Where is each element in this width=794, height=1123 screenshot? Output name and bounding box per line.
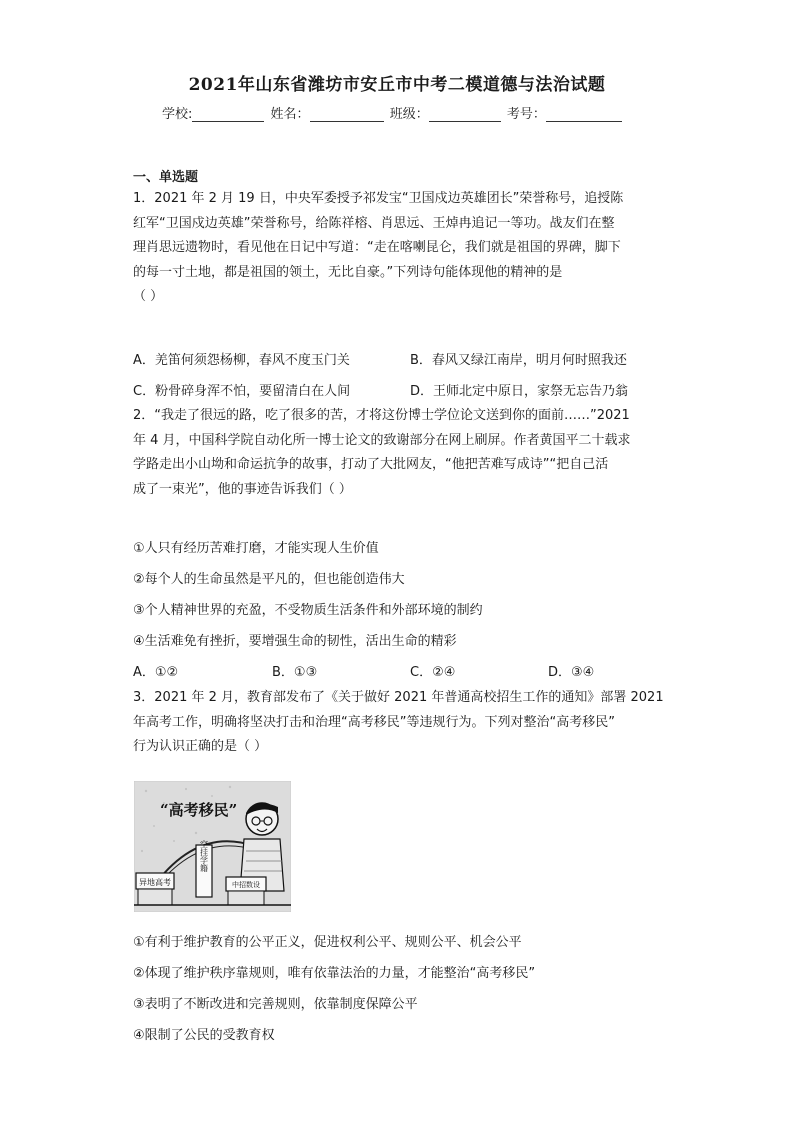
page-title: 2021年山东省潍坊市安丘市中考二模道德与法治试题 bbox=[188, 75, 606, 95]
section-heading: 一、单选题 bbox=[133, 170, 199, 185]
q2-line: 学路走出小山坳和命运抗争的故事，打动了大批网友，“他把苦难写成诗”“把自己活 bbox=[133, 457, 609, 472]
question-1 bbox=[133, 187, 673, 310]
q1-line: （ ） bbox=[133, 289, 164, 304]
q1-line: 的每一寸土地，都是祖国的领土，无比自豪。”下列诗句能体现他的精神的是 bbox=[133, 264, 563, 280]
q3-statements bbox=[133, 927, 673, 1051]
q2-option-c[interactable]: C．②④ bbox=[410, 665, 456, 680]
q3-line: 年高考工作，明确将坚决打击和治理“高考移民”等违规行为。下列对整治“高考移民” bbox=[133, 714, 615, 730]
cartoon-sign-1: 空挂学籍 bbox=[199, 840, 209, 872]
question-2 bbox=[133, 404, 673, 502]
exam-no-blank[interactable] bbox=[546, 108, 622, 122]
question-3 bbox=[133, 686, 673, 760]
q2-statement: ③个人精神世界的充盈，不受物质生活条件和外部环境的制约 bbox=[133, 603, 483, 618]
student-info-row bbox=[162, 103, 624, 122]
q2-line: 成了一束光”，他的事迹告诉我们（ ） bbox=[133, 481, 352, 497]
class-label: 班级： bbox=[389, 107, 429, 122]
q1-option-a[interactable]: A．羌笛何须怨杨柳，春风不度玉门关 bbox=[133, 353, 350, 368]
q2-statement: ①人只有经历苦难打磨，才能实现人生价值 bbox=[133, 541, 379, 556]
q3-statement: ③表明了不断改进和完善规则，依靠制度保障公平 bbox=[133, 997, 418, 1012]
q2-option-b[interactable]: B．①③ bbox=[272, 665, 318, 680]
q2-line: 2．“我走了很远的路，吃了很多的苦，才将这份博士学位论文送到你的面前……”2021 bbox=[133, 408, 630, 423]
q2-statement: ②每个人的生命虽然是平凡的，但也能创造伟大 bbox=[133, 572, 405, 587]
q3-statement: ①有利于维护教育的公平正义，促进权利公平、规则公平、机会公平 bbox=[133, 935, 522, 950]
q3-line: 3．2021 年 2 月，教育部发布了《关于做好 2021 年普通高校招生工作的通知》部署 2021 bbox=[133, 690, 664, 705]
gaokao-migrant-cartoon bbox=[134, 781, 291, 912]
cartoon-sign-2: 异地高考 bbox=[139, 878, 171, 887]
q2-statements bbox=[133, 533, 673, 657]
q3-statement: ②体现了维护秩序靠规则，唯有依靠法治的力量，才能整治“高考移民” bbox=[133, 966, 536, 981]
q3-line: 行为认识正确的是（ ） bbox=[133, 739, 268, 754]
q2-option-a[interactable]: A．①② bbox=[133, 665, 179, 680]
q2-line: 年 4 月，中国科学院自动化所一博士论文的致谢部分在网上刷屏。作者黄国平二十载求 bbox=[133, 432, 631, 448]
exam-no-label: 考号： bbox=[506, 107, 546, 122]
school-blank[interactable] bbox=[192, 108, 264, 122]
q1-option-b[interactable]: B．春风又绿江南岸，明月何时照我还 bbox=[410, 353, 627, 368]
cartoon-caption: “高考移民” bbox=[160, 801, 238, 819]
class-blank[interactable] bbox=[429, 108, 501, 122]
q1-option-c[interactable]: C．粉骨碎身浑不怕，要留清白在人间 bbox=[133, 384, 351, 399]
q3-statement: ④限制了公民的受教育权 bbox=[133, 1028, 275, 1043]
name-label: 姓名： bbox=[270, 107, 310, 122]
q1-line: 理肖思远遗物时，看见他在日记中写道：“走在喀喇昆仑，我们就是祖国的界碑，脚下 bbox=[133, 240, 621, 255]
q1-line: 1．2021 年 2 月 19 日，中央军委授予祁发宝“卫国戍边英雄团长”荣誉称号，追授陈 bbox=[133, 191, 624, 206]
cartoon-sign-3: 中招数设 bbox=[232, 881, 260, 889]
q2-statement: ④生活难免有挫折，要增强生命的韧性，活出生命的精彩 bbox=[133, 634, 457, 649]
q2-option-d[interactable]: D．③④ bbox=[548, 665, 595, 680]
school-label: 学校: bbox=[162, 107, 193, 122]
q1-line: 红军“卫国戍边英雄”荣誉称号，给陈祥榕、肖思远、王焯冉追记一等功。战友们在整 bbox=[133, 215, 615, 231]
name-blank[interactable] bbox=[310, 108, 384, 122]
q1-option-d[interactable]: D．王师北定中原日，家祭无忘告乃翁 bbox=[410, 384, 629, 399]
